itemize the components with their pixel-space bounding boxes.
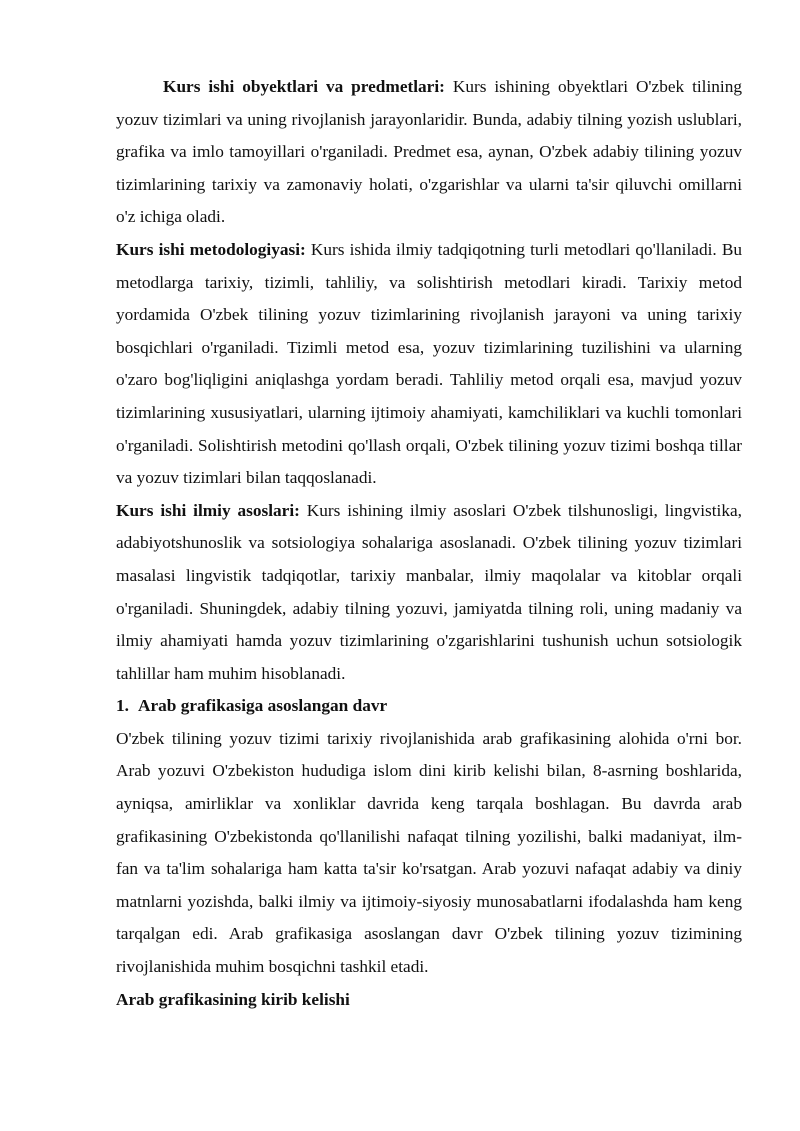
objects-lead: Kurs ishi obyektlari va predmetlari: xyxy=(163,77,445,96)
scientific-basis-text: Kurs ishining ilmiy asoslari O'zbek tilshunosligi, lingvistika, adabiyotshunoslik va sotsiologiya sohalariga asoslanadi. O'zbek tilining yozuv tizimlari masalasi lingvistik tadqiqotlar, tarixiy manbalar, ilmiy maqolalar va kitoblar orqali o'rganiladi. Shuningdek, adabiy tilning yozuvi, jamiyatda tilning roli, uning madaniy va ilmiy ahamiyati hamda yozuv tizimlarining o'zgarishlarini tushunish uchun sotsiologik tahlillar ham muhim hisoblanadi. xyxy=(116,500,742,683)
objects-text: Kurs ishining obyektlari O'zbek tilining yozuv tizimlari va uning rivojlanish jarayonlaridir. Bunda, adabiy tilning yozish uslublari, grafika va imlo tamoyillari o'rganiladi. Predmet esa, aynan, O'zbek adabiy tilining yozuv tizimlarining tarixiy va zamonaviy holati, o'zgarishlar va ularni ta'sir qiluvchi omillarni o'z ichiga oladi. xyxy=(116,77,742,227)
arab-intro-heading: Arab grafikasining kirib kelishi xyxy=(116,989,350,1009)
scientific-basis-lead: Kurs ishi ilmiy asoslari: xyxy=(116,500,300,520)
methodology-paragraph xyxy=(116,234,742,495)
methodology-lead: Kurs ishi metodologiyasi: xyxy=(116,239,306,259)
arab-period-heading xyxy=(116,690,742,723)
methodology-text: Kurs ishida ilmiy tadqiqotning turli metodlari qo'llaniladi. Bu metodlarga tarixiy, tizimli, tahliliy, va solishtirish metodlari kiradi. Tarixiy metod yordamida O'zbek tilining yozuv tizimlarining rivojlanish jarayoni va uning tarixiy bosqichlari o'rganiladi. Tizimli metod esa, yozuv tizimlarining tuzilishini va ularning o'zaro bog'liqligini aniqlashga yordam beradi. Tahliliy metod orqali esa, mavjud yozuv tizimlarining xususiyatlari, ularning ijtimoiy ahamiyati, kamchiliklari va kuchli tomonlari o'rganiladi. Solishtirish metodini qo'llash orqali, O'zbek tilining yozuv tizimi boshqa tillar va yozuv tizimlari bilan taqqoslanadi. xyxy=(116,239,743,488)
scientific-basis-paragraph xyxy=(116,495,742,691)
arab-period-number: 1. xyxy=(116,696,129,716)
objects-paragraph xyxy=(116,71,742,234)
arab-period-paragraph: O'zbek tilining yozuv tizimi tarixiy rivojlanishida arab grafikasining alohida o'rni bor. Arab yozuvi O'zbekiston hududiga islom dini kirib kelishi bilan, 8-asrning boshlarida, ayniqsa, amirliklar va xonliklar davrida keng tarqala boshlagan. Bu davrda arab grafikasining O'zbekistonda qo'llanilishi nafaqat tilning yozilishi, balki madaniyat, ilm-fan va ta'lim sohalariga ham katta ta'sir ko'rsatgan. Arab yozuvi nafaqat adabiy va diniy matnlarni yozishda, balki ilmiy va ijtimoiy-siyosiy munosabatlarni ifodalashda ham keng tarqalgan edi. Arab grafikasiga asoslangan davr O'zbek tilining yozuv tizimining rivojlanishida muhim bosqichni tashkil etadi. xyxy=(116,728,742,977)
arab-period-title: Arab grafikasiga asoslangan davr xyxy=(138,696,388,716)
document-page xyxy=(116,71,742,1016)
